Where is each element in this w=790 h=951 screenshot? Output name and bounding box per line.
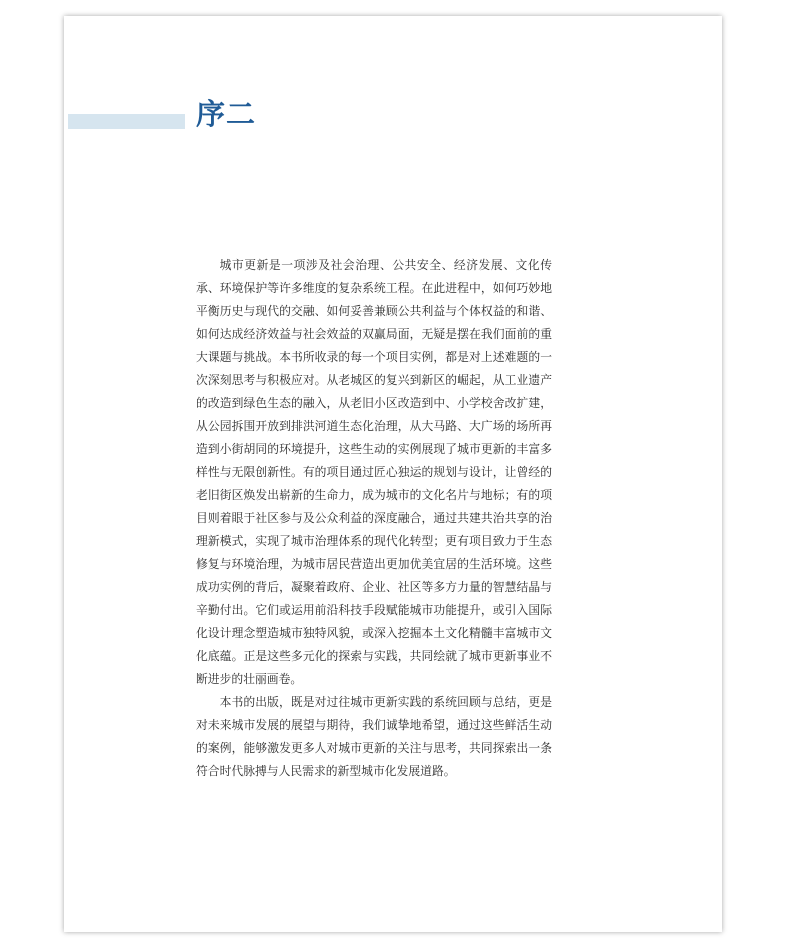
preface-body: [196, 254, 552, 783]
book-page: [64, 16, 722, 932]
paragraph-2: 本书的出版，既是对过往城市更新实践的系统回顾与总结，更是对未来城市发展的展望与期待，我们诚挚地希望，通过这些鲜活生动的案例，能够激发更多人对城市更新的关注与思考，共同探索出一条符合时代脉搏与人民需求的新型城市化发展道路。: [196, 695, 552, 778]
heading-accent-bar: [68, 114, 185, 129]
paragraph-1: 城市更新是一项涉及社会治理、公共安全、经济发展、文化传承、环境保护等许多维度的复杂系统工程。在此进程中，如何巧妙地平衡历史与现代的交融、如何妥善兼顾公共利益与个体权益的和谐、如何达成经济效益与社会效益的双赢局面，无疑是摆在我们面前的重大课题与挑战。本书所收录的每一个项目实例，都是对上述难题的一次深刻思考与积极应对。从老城区的复兴到新区的崛起，从工业遗产的改造到绿色生态的融入，从老旧小区改造到中、小学校舍改扩建，从公园拆围开放到排洪河道生态化治理，从大马路、大广场的场所再造到小街胡同的环境提升，这些生动的实例展现了城市更新的丰富多样性与无限创新性。有的项目通过匠心独运的规划与设计，让曾经的老旧街区焕发出崭新的生命力，成为城市的文化名片与地标；有的项目则着眼于社区参与及公众利益的深度融合，通过共建共治共享的治理新模式，实现了城市治理体系的现代化转型；更有项目致力于生态修复与环境治理，为城市居民营造出更加优美宜居的生活环境。这些成功实例的背后，凝聚着政府、企业、社区等多方力量的智慧结晶与辛勤付出。它们或运用前沿科技手段赋能城市功能提升，或引入国际化设计理念塑造城市独特风貌，或深入挖掘本土文化精髓丰富城市文化底蕴。正是这些多元化的探索与实践，共同绘就了城市更新事业不断进步的壮丽画卷。: [196, 258, 552, 686]
page-title: 序二: [196, 97, 257, 131]
